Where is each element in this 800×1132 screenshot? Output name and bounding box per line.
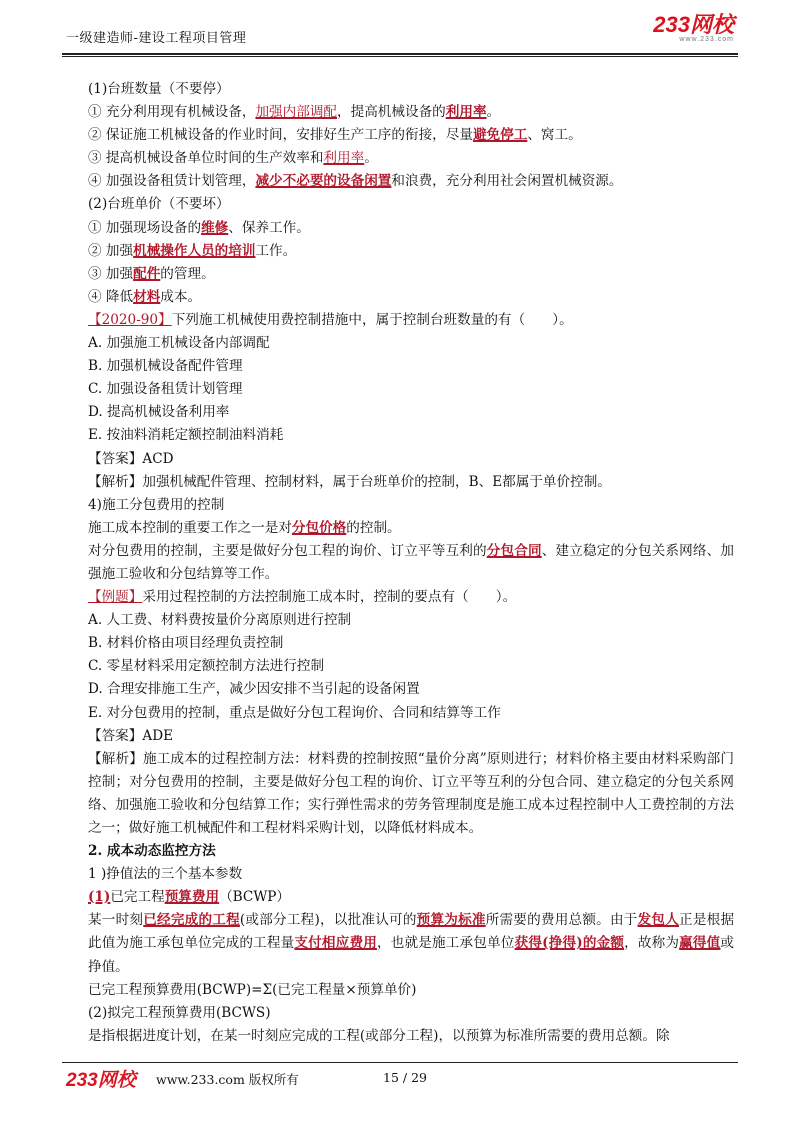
header-rule-thin [62,56,738,57]
list-item: ② 加强机械操作人员的培训工作。 [88,242,297,259]
parameter-heading: (1)已完工程预算费用（BCWP） [88,889,291,906]
list-item: ② 保证施工机械设备的作业时间，安排好生产工序的衔接，尽量避免停工、窝工。 [88,127,582,144]
option: C. 加强设备租赁计划管理 [88,381,243,398]
list-item: ① 加强现场设备的维修、保养工作。 [88,219,310,236]
list-item: ③ 提高机械设备单位时间的生产效率和利用率。 [88,150,378,167]
footer-copyright: www.233.com 版权所有 [156,1072,299,1087]
page-number: 15 / 29 [383,1070,427,1085]
footer-rule [62,1062,738,1063]
explanation: 【解析】施工成本的过程控制方法：材料费的控制按照“量价分离”原则进行；材料价格主要由材料采购部门控制；对分包费用的控制，主要是做好分包工程的询价、订立平等互利的分包合同、建立稳定的分包关系网络、加强施工验收和分包结算工作；实行弹性需求的劳务管理制度是施工成本过程控制中人工费控制的方法之一；做好施工机械配件和工程材料采购计划，以降低材料成本。 [88,750,734,836]
list-item: ① 充分利用现有机械设备，加强内部调配，提高机械设备的利用率。 [88,104,501,121]
explanation: 【解析】加强机械配件管理、控制材料，属于台班单价的控制，B、E都属于单价控制。 [88,473,611,490]
logo-url: www.233.com [679,36,734,43]
list-item: ③ 加强配件的管理。 [88,265,215,282]
option: C. 零星材料采用定额控制方法进行控制 [88,658,325,675]
question-stem: 【例题】采用过程控制的方法控制施工成本时，控制的要点有（ ）。 [88,589,517,606]
option: A. 加强施工机械设备内部调配 [88,335,270,352]
option: B. 加强机械设备配件管理 [88,358,243,375]
paragraph: 施工成本控制的重要工作之一是对分包价格的控制。 [88,519,401,536]
option: E. 对分包费用的控制，重点是做好分包工程询价、合同和结算等工作 [88,704,501,721]
section-heading: 2. 成本动态监控方法 [88,843,216,860]
logo-text: 233网校 [653,12,734,37]
option: E. 按油料消耗定额控制油料消耗 [88,427,284,444]
parameter-heading: (2)拟完工程预算费用(BCWS) [88,1004,271,1021]
option: A. 人工费、材料费按量价分离原则进行控制 [88,612,352,629]
footer-logo: 233网校 [66,1070,136,1091]
option: D. 合理安排施工生产，减少因安排不当引起的设备闲置 [88,681,420,698]
brand-logo [653,14,734,43]
subheading-shift-price: (2)台班单价（不要坏） [88,196,230,213]
header-rule [62,53,738,55]
subheading-subcontract: 4)施工分包费用的控制 [88,496,225,513]
subheading-earned-value: 1 )挣值法的三个基本参数 [88,866,243,883]
document-body [66,78,734,1048]
paragraph: 某一时刻已经完成的工程(或部分工程)，以批准认可的预算为标准所需要的费用总额。由于发包人正是根据此值为施工承包单位完成的工程量支付相应费用，也就是施工承包单位获得(挣得)的金额，故称为赢得值或挣值。 [88,912,735,975]
option: B. 材料价格由项目经理负责控制 [88,635,284,652]
answer: 【答案】ADE [88,727,174,744]
subheading-shift-count: (1)台班数量（不要停） [88,81,230,97]
option: D. 提高机械设备利用率 [88,404,230,421]
answer: 【答案】ACD [88,450,174,467]
question-stem: 【2020-90】下列施工机械使用费控制措施中，属于控制台班数量的有（ ）。 [88,311,573,328]
paragraph: 是指根据进度计划，在某一时刻应完成的工程(或部分工程)，以预算为标准所需要的费用总额。除 [88,1027,670,1044]
list-item: ④ 加强设备租赁计划管理，减少不必要的设备闲置和浪费，充分利用社会闲置机械资源。 [88,173,623,190]
header-title: 一级建造师-建设工程项目管理 [66,31,247,46]
formula: 已完工程预算费用(BCWP)=Σ(已完工程量×预算单价) [88,981,417,998]
list-item: ④ 降低材料成本。 [88,288,202,305]
paragraph: 对分包费用的控制，主要是做好分包工程的询价、订立平等互利的分包合同、建立稳定的分包关系网络、加强施工验收和分包结算等工作。 [88,542,735,582]
